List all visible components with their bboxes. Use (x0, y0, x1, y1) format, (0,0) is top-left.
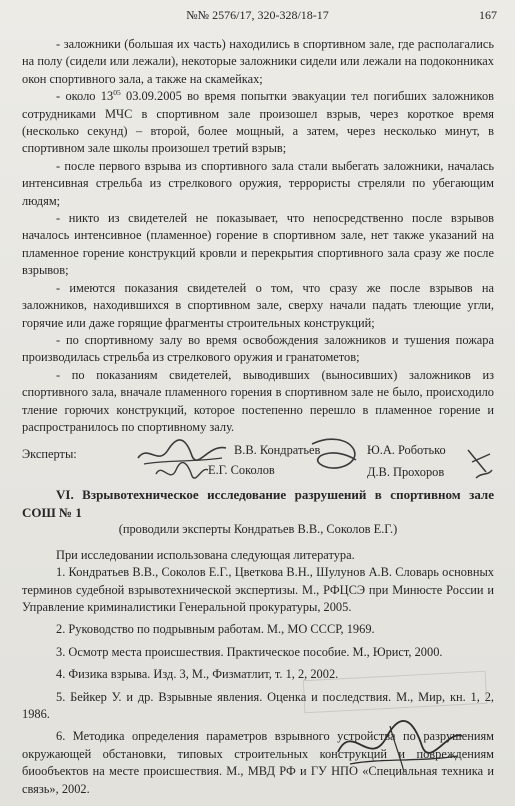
list-item: - имеются показания свидетелей о том, что сразу же после взрывов на заложников, находившихся в спортивном зале, сверху начали падать тлеющие угли, горячие или даже горящие фрагменты строительных конструкций; (22, 280, 494, 330)
list-item: - заложники (большая их часть) находились в спортивном зале, где располагались на полу (сидели или лежали), некоторые заложники сидели или лежали на подоконниках окон спортивного зала, а также на скамейках; (22, 37, 494, 86)
section-heading: VI. Взрывотехническое исследование разрушений в спортивном зале СОШ № 1 (22, 487, 494, 520)
list-item: 2. Руководство по подрывным работам. М., МО СССР, 1969. (56, 622, 375, 637)
list-item: - около $13^{05}$ 03.09.2005 во время попытки эвакуации тел погибших заложников сотрудниками МЧС в спортивном зале произошел взрыв, через короткое время (несколько секунд) – второй, более мощный, а затем, через несколько минут, в спортивном зале школы произошел третий взрыв; (22, 88, 494, 156)
signature-sokolov (152, 460, 212, 486)
signature-prokhorov (462, 442, 496, 482)
list-item: 6. Методика определения параметров взрывного устройства по разрушениям окружающей обстановки, типовых строительных конструкций и повреждениям биообъектов на месте происшествия. М., МВД РФ и ГУ НПО «Специальная техника и связь», 2002. (22, 729, 494, 796)
list-item: 1. Кондратьев В.В., Соколов Е.Г., Цветкова В.Н., Шулунов А.В. Словарь основных терминов судебной взрывотехнической экспертизы. М., РФЦСЭ при Минюсте России и Управление криминалистики Генеральной прокуратуры, 2005. (22, 565, 494, 614)
list-item: 3. Осмотр места происшествия. Практическое пособие. М., Юрист, 2000. (56, 644, 443, 659)
page-number: 167 (479, 8, 497, 22)
list-item: - по спортивному залу во время освобождения заложников и тушения пожара производилась стрельба из стрелкового оружия и гранатометов; (22, 332, 494, 365)
list-item: - по показаниям свидетелей, выводивших (выносивших) заложников из спортивного зала, вначале пламенного горения в спортивном зале не было, происходило тление горючих конструкций, которое постепенно перешло в пламенное горение и распространилось по спортивному залу. (22, 367, 494, 434)
experts-signature-block (22, 440, 494, 486)
list-item: - никто из свидетелей не показывает, что непосредственно после взрывов началось интенсивное (пламенное) горение в спортивном зале, нет также указаний на пламенное горение конструкций кровли и перекрытия спортивного зала сразу же после взрывов; (22, 211, 494, 278)
case-number-header: №№ 2576/17, 320-328/18-17 (186, 8, 329, 22)
expert-name: Ю.А. Роботько (367, 443, 446, 458)
list-item: 4. Физика взрыва. Изд. 3, М., Физматлит, т. 1, 2, 2002. (56, 667, 339, 682)
section-subtitle: (проводили эксперты Кондратьев В.В., Соколов Е.Г.) (118, 522, 398, 537)
list-item: 5. Бейкер У. и др. Взрывные явления. Оценка и последствия. М., Мир, кн. 1, 2, 1986. (22, 689, 494, 721)
references-intro: При исследовании использована следующая литература. (56, 547, 355, 562)
list-item: - после первого взрыва из спортивного зала стали выбегать заложники, началась интенсивная стрельба из стрелкового оружия, террористы стреляли по убегающим людям; (22, 158, 494, 208)
expert-name: В.В. Кондратьев (234, 443, 321, 458)
experts-label: Эксперты: (22, 447, 77, 462)
expert-name: Д.В. Прохоров (367, 465, 445, 480)
expert-name: Е.Г. Соколов (208, 463, 275, 478)
